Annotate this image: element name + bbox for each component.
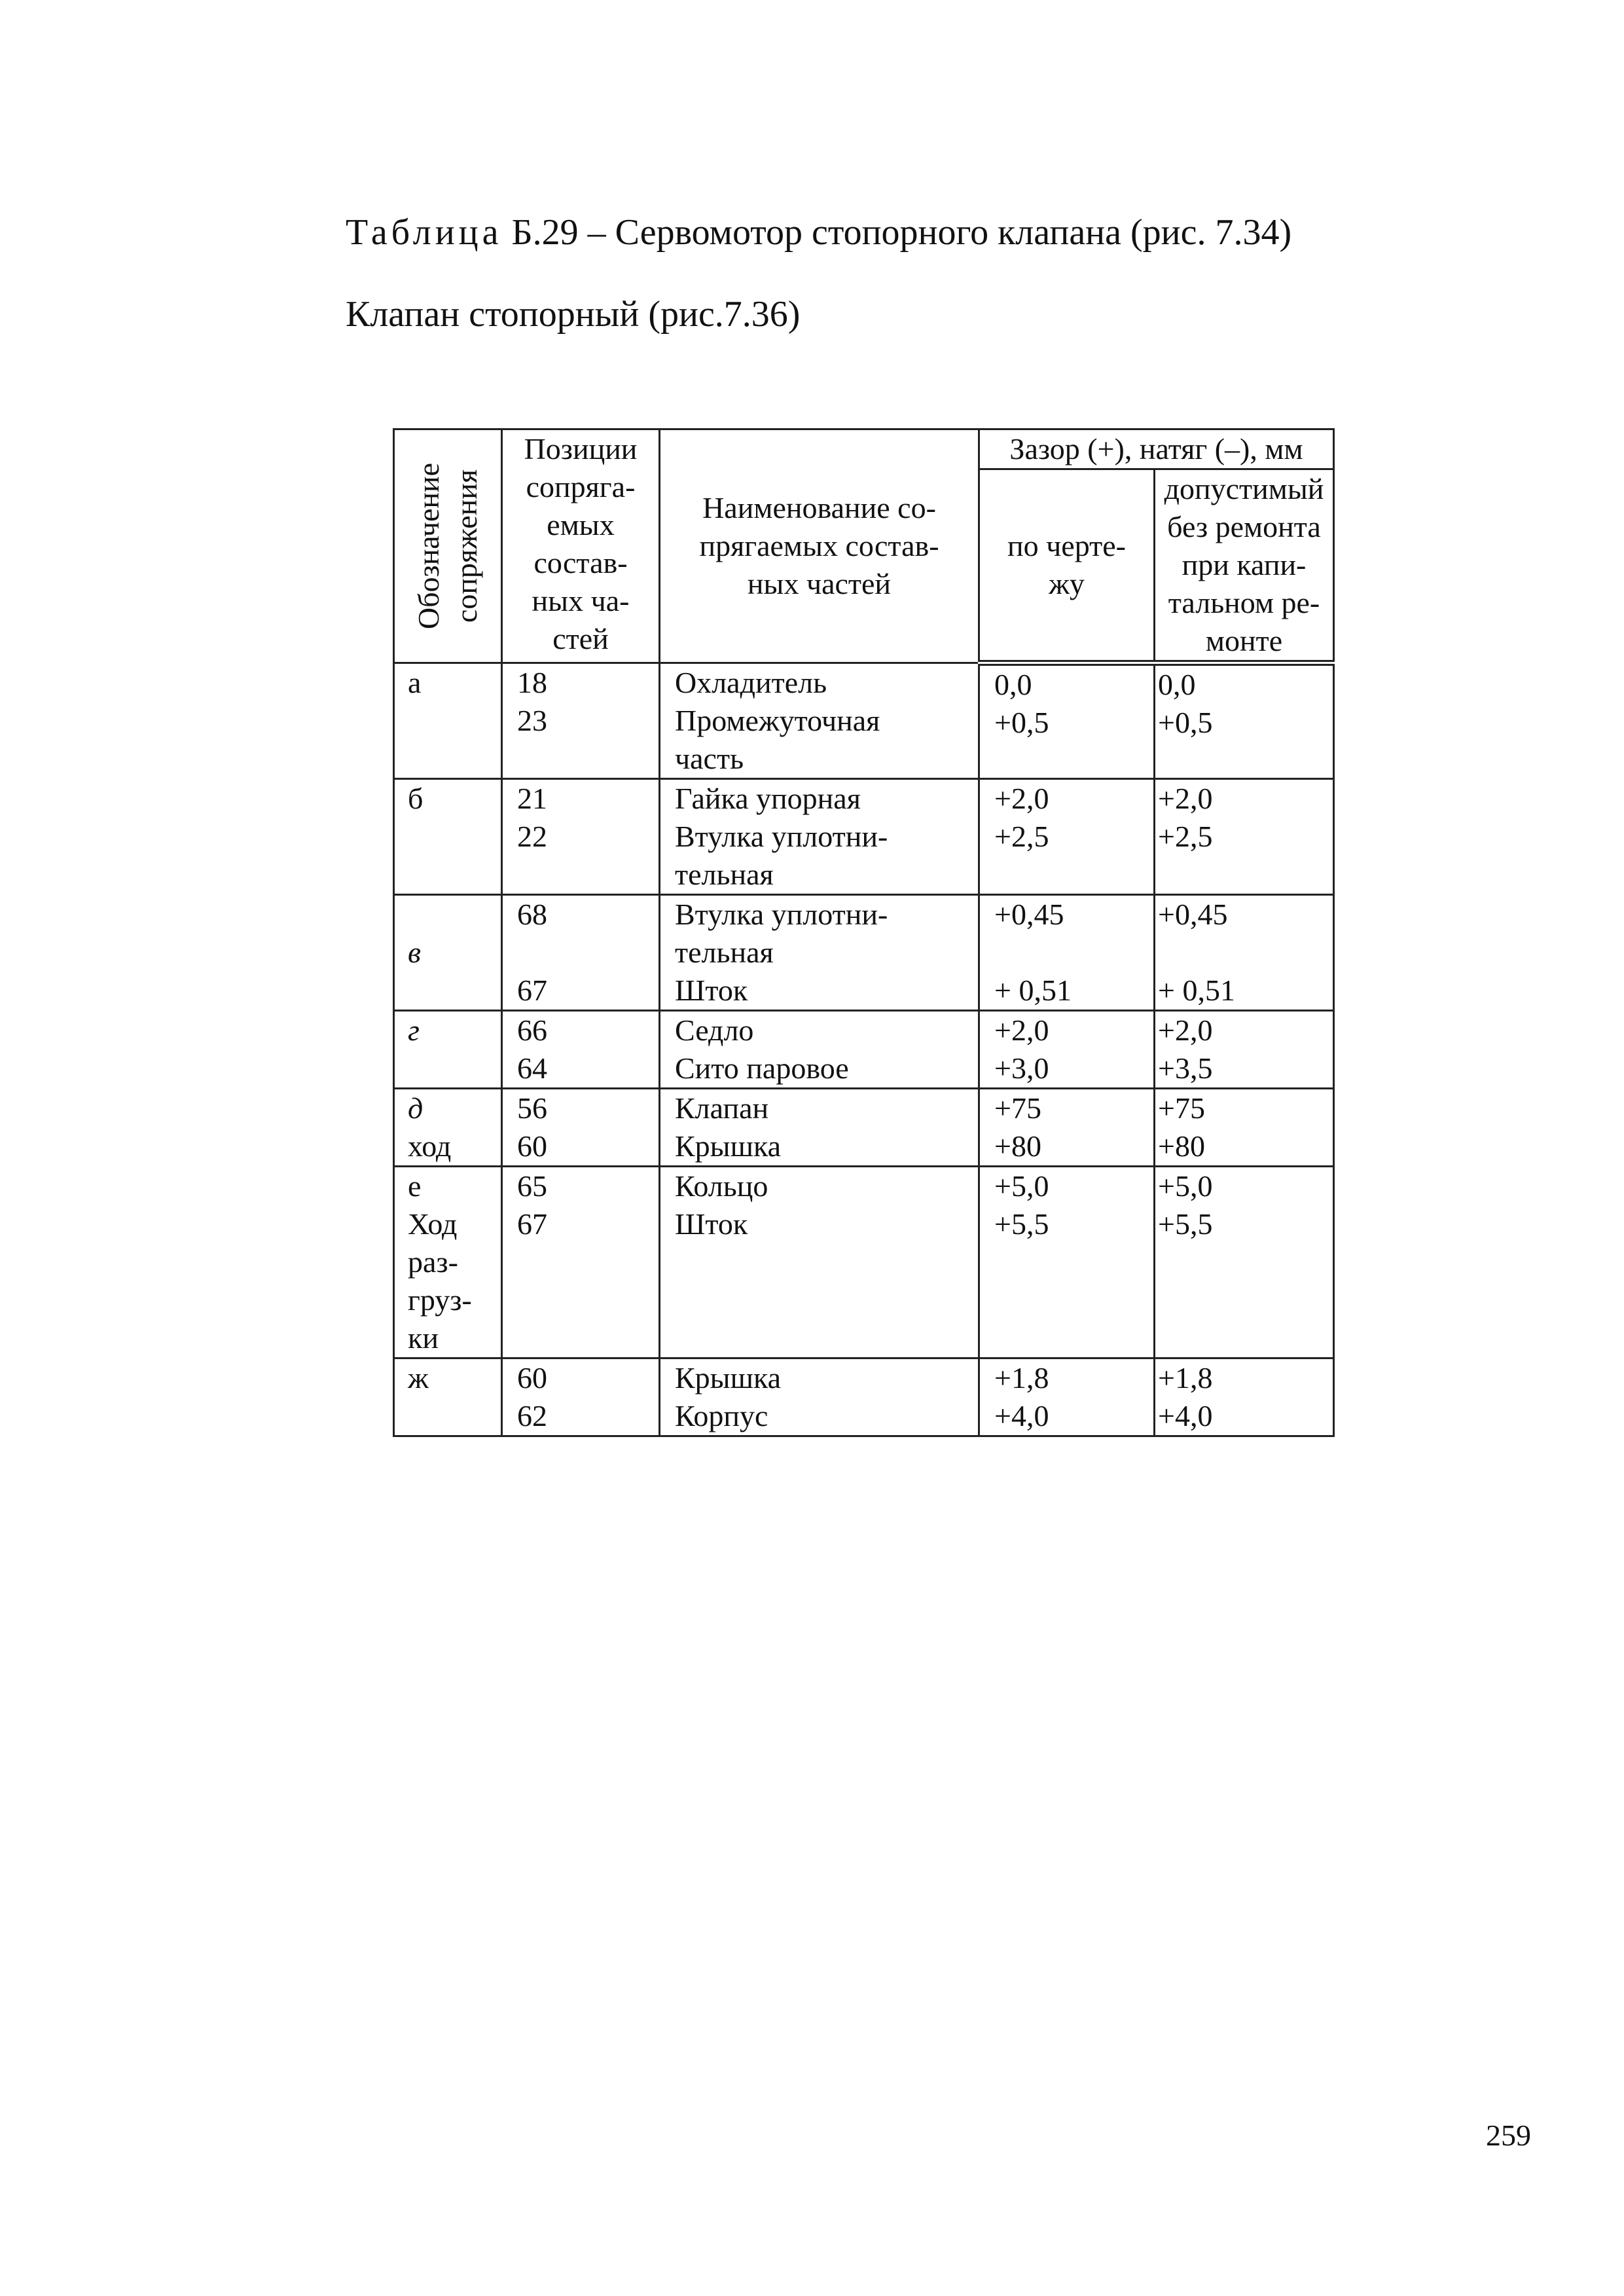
allowed-value: 0,0: [1158, 668, 1196, 701]
spacer: [517, 934, 659, 972]
position-number: 21: [517, 782, 547, 815]
mating-code-note: раз-: [408, 1245, 458, 1279]
part-names-cell: [660, 1167, 979, 1358]
drawing-value: +5,5: [994, 1207, 1049, 1241]
drawing-value: +0,45: [994, 898, 1064, 931]
part-name: Промежуточная: [675, 704, 880, 737]
part-names-cell: [660, 779, 979, 895]
part-names-cell: [660, 1358, 979, 1436]
spacer: [408, 896, 501, 934]
mating-code-cell: [394, 1089, 502, 1167]
allowed-value: +4,0: [1158, 1399, 1213, 1432]
allowed-value-cell: [1155, 1167, 1334, 1358]
mating-code-cell: [394, 895, 502, 1011]
part-names-cell: [660, 1011, 979, 1089]
header-clearance-group: Зазор (+), натяг (–), мм: [979, 429, 1334, 469]
drawing-value: +3,0: [994, 1051, 1049, 1085]
position-number: 65: [517, 1169, 547, 1203]
part-name: Клапан: [675, 1091, 769, 1125]
part-names-cell: [660, 895, 979, 1011]
part-name: Кольцо: [675, 1169, 768, 1203]
part-name: Крышка: [675, 1129, 782, 1163]
header-allowed-without-repair: [1155, 469, 1334, 663]
header-positions-line: состав-: [533, 546, 628, 579]
header-by-drawing: [979, 469, 1155, 663]
spacer: [1158, 934, 1333, 972]
header-part-names-line: прягаемых состав-: [699, 529, 939, 562]
positions-cell: [502, 779, 660, 895]
allowed-value: +5,5: [1158, 1207, 1213, 1241]
spacer: [994, 934, 1153, 972]
table-row: [394, 1089, 1334, 1167]
mating-code-note: ход: [408, 1129, 452, 1163]
mating-code: в: [408, 936, 421, 969]
header-allowed-line: допустимый: [1164, 472, 1324, 505]
mating-code-cell: [394, 663, 502, 779]
allowed-value: +2,0: [1158, 782, 1213, 815]
positions-cell: [502, 1089, 660, 1167]
drawing-value-cell: [979, 663, 1155, 779]
drawing-value-cell: [979, 1089, 1155, 1167]
table-row: [394, 1358, 1334, 1436]
drawing-value: +80: [994, 1129, 1041, 1163]
allowed-value: +80: [1158, 1129, 1205, 1163]
part-name: Охладитель: [675, 666, 827, 699]
drawing-value: +2,0: [994, 782, 1049, 815]
mating-parts-table: [393, 428, 1335, 1437]
mating-code-cell: [394, 1167, 502, 1358]
header-allowed-line: при капи-: [1182, 548, 1307, 581]
table-row: [394, 1167, 1334, 1358]
mating-code: г: [408, 1013, 420, 1047]
drawing-value: +2,5: [994, 820, 1049, 853]
header-mating-designation-line: сопряжения: [450, 469, 483, 623]
drawing-value: +5,0: [994, 1169, 1049, 1203]
header-allowed-line: без ремонта: [1167, 510, 1321, 543]
drawing-value-cell: [979, 1358, 1155, 1436]
allowed-value: +3,5: [1158, 1051, 1213, 1085]
mating-code-note: груз-: [408, 1283, 472, 1317]
mating-code-note: ки: [408, 1321, 439, 1355]
table-title: Б.29 – Сервомотор стопорного клапана (рис. 7.34): [502, 212, 1292, 253]
allowed-value-cell: [1155, 895, 1334, 1011]
part-names-cell: [660, 663, 979, 779]
position-number: 68: [517, 898, 547, 931]
positions-cell: [502, 895, 660, 1011]
position-number: 22: [517, 820, 547, 853]
part-name: Седло: [675, 1013, 754, 1047]
table-label: Таблица: [346, 212, 503, 253]
part-name: тельная: [675, 936, 774, 969]
allowed-value: +2,5: [1158, 820, 1213, 853]
table-row: [394, 895, 1334, 1011]
drawing-value: + 0,51: [994, 974, 1072, 1007]
part-name: Корпус: [675, 1399, 768, 1432]
mating-code-cell: [394, 1358, 502, 1436]
mating-code: е: [408, 1169, 422, 1203]
allowed-value-cell: [1155, 1358, 1334, 1436]
positions-cell: [502, 663, 660, 779]
mating-code-cell: [394, 1011, 502, 1089]
drawing-value-cell: [979, 1011, 1155, 1089]
drawing-value: +0,5: [994, 706, 1049, 739]
drawing-value-cell: [979, 779, 1155, 895]
positions-cell: [502, 1358, 660, 1436]
header-by-drawing-line: жу: [1049, 567, 1085, 600]
position-number: 64: [517, 1051, 547, 1085]
drawing-value: +2,0: [994, 1013, 1049, 1047]
drawing-value: +75: [994, 1091, 1041, 1125]
header-positions-line: ных ча-: [532, 584, 630, 617]
header-by-drawing-line: по черте-: [1007, 529, 1126, 562]
part-name: Крышка: [675, 1361, 782, 1394]
allowed-value: +0,45: [1158, 898, 1228, 931]
allowed-value-cell: [1155, 663, 1334, 779]
part-name: Шток: [675, 1207, 748, 1241]
drawing-value: +4,0: [994, 1399, 1049, 1432]
drawing-value: +1,8: [994, 1361, 1049, 1394]
header-part-names: [660, 429, 979, 663]
table-row: [394, 779, 1334, 895]
header-positions-line: стей: [552, 622, 609, 655]
allowed-value: +75: [1158, 1091, 1205, 1125]
header-part-names-line: ных частей: [747, 567, 892, 600]
drawing-value: 0,0: [994, 668, 1032, 701]
part-name: Сито паровое: [675, 1051, 849, 1085]
part-name: Втулка уплотни-: [675, 820, 888, 853]
position-number: 66: [517, 1013, 547, 1047]
allowed-value-cell: [1155, 779, 1334, 895]
mating-code: ж: [408, 1361, 429, 1394]
header-positions-line: Позиции: [524, 432, 638, 465]
header-positions-line: емых: [547, 508, 615, 541]
position-number: 67: [517, 1207, 547, 1241]
position-number: 67: [517, 974, 547, 1007]
drawing-value-cell: [979, 895, 1155, 1011]
mating-code: д: [408, 1091, 424, 1125]
allowed-value: +5,0: [1158, 1169, 1213, 1203]
allowed-value-cell: [1155, 1089, 1334, 1167]
position-number: 18: [517, 666, 547, 699]
table-caption: [346, 214, 1291, 251]
positions-cell: [502, 1011, 660, 1089]
header-mating-designation-line: Обозначение: [412, 462, 445, 630]
table-subtitle: Клапан стопорный (рис.7.36): [346, 294, 801, 335]
part-name: тельная: [675, 858, 774, 891]
header-part-names-line: Наименование со-: [702, 491, 936, 524]
header-mating-designation: [394, 429, 502, 663]
header-positions: [502, 429, 660, 663]
position-number: 60: [517, 1129, 547, 1163]
part-names-cell: [660, 1089, 979, 1167]
position-number: 23: [517, 704, 547, 737]
table-row: [394, 663, 1334, 779]
positions-cell: [502, 1167, 660, 1358]
allowed-value: +1,8: [1158, 1361, 1213, 1394]
part-name: Втулка уплотни-: [675, 898, 888, 931]
table-row: [394, 1011, 1334, 1089]
header-allowed-line: тальном ре-: [1168, 586, 1320, 619]
allowed-value-cell: [1155, 1011, 1334, 1089]
mating-code-cell: [394, 779, 502, 895]
page-number: 259: [1486, 2119, 1531, 2152]
allowed-value: +2,0: [1158, 1013, 1213, 1047]
mating-code: б: [408, 782, 424, 815]
header-positions-line: сопряга-: [526, 470, 636, 503]
mating-code-note: Ход: [408, 1207, 458, 1241]
header-allowed-line: монте: [1205, 624, 1283, 657]
part-name: Шток: [675, 974, 748, 1007]
position-number: 60: [517, 1361, 547, 1394]
position-number: 62: [517, 1399, 547, 1432]
part-name: Гайка упорная: [675, 782, 861, 815]
part-name: часть: [675, 742, 744, 775]
mating-code: а: [408, 666, 422, 699]
allowed-value: + 0,51: [1158, 974, 1235, 1007]
position-number: 56: [517, 1091, 547, 1125]
allowed-value: +0,5: [1158, 706, 1213, 739]
drawing-value-cell: [979, 1167, 1155, 1358]
